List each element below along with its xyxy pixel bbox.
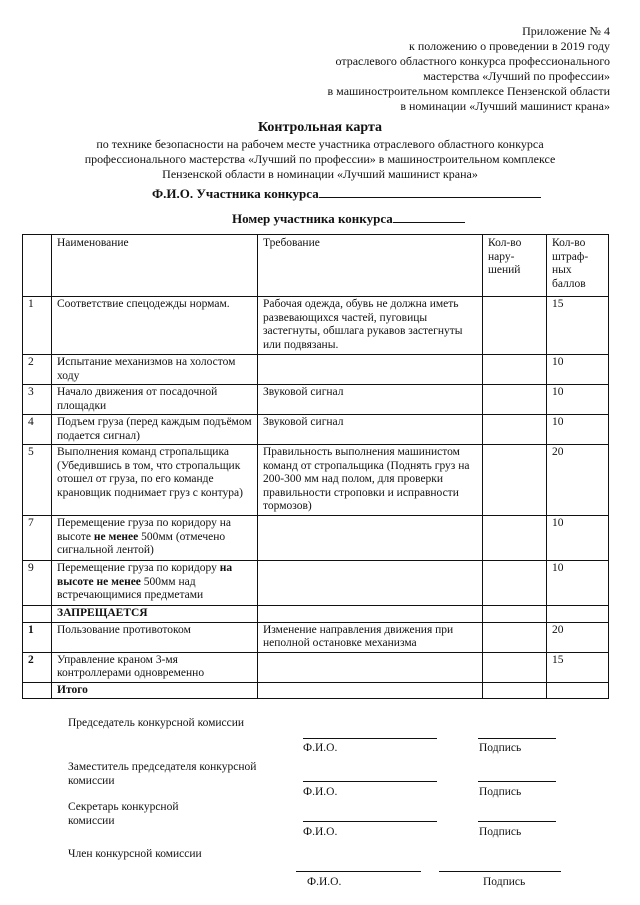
table-row	[23, 415, 609, 445]
table-row	[23, 516, 609, 561]
secretary-fio-line[interactable]	[303, 821, 437, 822]
row-penalty: 10	[547, 516, 609, 561]
row-penalty: 15	[547, 297, 609, 355]
row-name-emphasis: на высоте не менее	[57, 562, 233, 588]
row-penalty: 20	[547, 445, 609, 516]
participant-fio-blank[interactable]	[319, 186, 541, 198]
header-violations: Кол-во нару-шений	[483, 235, 547, 297]
member-label: Член конкурсной комиссии	[68, 848, 202, 860]
forbidden-empty	[258, 606, 483, 623]
row-name-text: Перемещение груза по коридору на высоте	[57, 517, 231, 543]
secretary-label-line: комиссии	[68, 815, 115, 827]
row-num: 7	[23, 516, 52, 561]
participant-fio-label: Ф.И.О. Участника конкурса	[152, 186, 319, 201]
appendix-line: мастерства «Лучший по профессии»	[423, 69, 610, 83]
row-name-text: Перемещение груза по коридору	[57, 562, 220, 574]
row-requirement: Звуковой сигнал	[258, 385, 483, 415]
secretary-signature-caption: Подпись	[479, 826, 522, 838]
member-signature-line[interactable]	[439, 871, 561, 872]
row-violations-cell[interactable]	[483, 355, 547, 385]
participant-number-label: Номер участника конкурса	[232, 211, 393, 226]
secretary-signature-line[interactable]	[478, 821, 556, 822]
control-card-table	[22, 234, 609, 699]
total-penalty-cell[interactable]	[547, 682, 609, 699]
table-row	[23, 652, 609, 682]
row-requirement: Правильность выполнения машинистом команд от стропальщика (Поднять груз на 200-300 мм над полом, для проверки правильности строповки и исправности тормозов)	[258, 445, 483, 516]
deputy-label-line: комиссии	[68, 775, 115, 787]
row-name-text: 500мм (отмечено сигнальной лентой)	[57, 530, 226, 556]
subtitle-line: профессионального мастерства «Лучший по профессии» в машиностроительном комплексе	[84, 152, 556, 166]
row-violations-cell[interactable]	[483, 516, 547, 561]
row-name: Начало движения от посадочной площадки	[52, 385, 258, 415]
row-penalty: 15	[547, 652, 609, 682]
row-requirement	[258, 652, 483, 682]
row-num: 1	[23, 622, 52, 652]
row-name-emphasis: не менее	[93, 530, 139, 543]
row-requirement: Звуковой сигнал	[258, 415, 483, 445]
row-name	[52, 561, 258, 606]
member-fio-line[interactable]	[296, 871, 421, 872]
header-name: Наименование	[52, 235, 258, 297]
row-penalty: 10	[547, 561, 609, 606]
participant-number-blank[interactable]	[393, 211, 465, 223]
row-num: 1	[23, 297, 52, 355]
table-row	[23, 622, 609, 652]
deputy-label	[68, 760, 256, 788]
row-violations-cell[interactable]	[483, 385, 547, 415]
row-name-text: 500мм над встречающимися предметами	[57, 575, 204, 601]
deputy-fio-caption: Ф.И.О.	[303, 786, 338, 798]
row-name: Пользование противотоком	[52, 622, 258, 652]
table-row	[23, 355, 609, 385]
subtitle-line: по технике безопасности на рабочем месте участника отраслевого областного конкурса	[96, 137, 544, 151]
table-row	[23, 385, 609, 415]
total-violations-cell[interactable]	[483, 682, 547, 699]
table-header-row	[23, 235, 609, 297]
participant-number-field	[232, 210, 465, 228]
row-violations-cell[interactable]	[483, 445, 547, 516]
total-num	[23, 682, 52, 699]
row-name: Испытание механизмов на холостом ходу	[52, 355, 258, 385]
subtitle-line: Пензенской области в номинации «Лучший машинист крана»	[162, 167, 478, 181]
member-fio-caption: Ф.И.О.	[307, 876, 342, 888]
deputy-fio-line[interactable]	[303, 781, 437, 782]
chair-signature-caption: Подпись	[479, 742, 522, 754]
chair-signature-line[interactable]	[478, 738, 556, 739]
member-signature-caption: Подпись	[483, 876, 526, 888]
forbidden-empty	[547, 606, 609, 623]
header-num	[23, 235, 52, 297]
appendix-line: в номинации «Лучший машинист крана»	[400, 99, 610, 113]
chair-label: Председатель конкурсной комиссии	[68, 717, 245, 729]
row-name: Управление краном 3-мя контроллерами одновременно	[52, 652, 258, 682]
header-requirement: Требование	[258, 235, 483, 297]
row-num: 3	[23, 385, 52, 415]
row-requirement	[258, 355, 483, 385]
row-requirement: Изменение направления движения при неполной остановке механизма	[258, 622, 483, 652]
row-violations-cell[interactable]	[483, 415, 547, 445]
forbidden-label: ЗАПРЕЩАЕТСЯ	[52, 606, 258, 623]
appendix-line: отраслевого областного конкурса профессионального	[335, 54, 610, 68]
row-violations-cell[interactable]	[483, 622, 547, 652]
row-requirement	[258, 561, 483, 606]
forbidden-section-row	[23, 606, 609, 623]
header-penalty: Кол-во штраф-ных баллов	[547, 235, 609, 297]
document-subtitle	[0, 137, 640, 182]
row-penalty: 10	[547, 415, 609, 445]
row-num: 5	[23, 445, 52, 516]
appendix-line: к положению о проведении в 2019 году	[409, 39, 610, 53]
chair-fio-caption: Ф.И.О.	[303, 742, 338, 754]
row-name: Соответствие спецодежды нормам.	[52, 297, 258, 355]
row-penalty: 20	[547, 622, 609, 652]
row-violations-cell[interactable]	[483, 652, 547, 682]
table-row	[23, 445, 609, 516]
total-row	[23, 682, 609, 699]
row-violations-cell[interactable]	[483, 297, 547, 355]
table-row	[23, 297, 609, 355]
row-num: 2	[23, 355, 52, 385]
total-label: Итого	[52, 682, 258, 699]
participant-fio-field	[152, 185, 541, 203]
row-penalty: 10	[547, 355, 609, 385]
secretary-label	[68, 800, 179, 828]
row-name	[52, 516, 258, 561]
row-num: 9	[23, 561, 52, 606]
row-penalty: 10	[547, 385, 609, 415]
row-name: Выполнения команд стропальщика (Убедившись в том, что стропальщик отошел от груза, по его команде крановщик поднимает груз с контура)	[52, 445, 258, 516]
forbidden-num	[23, 606, 52, 623]
row-violations-cell[interactable]	[483, 561, 547, 606]
row-name: Подъем груза (перед каждым подъёмом подается сигнал)	[52, 415, 258, 445]
deputy-signature-line[interactable]	[478, 781, 556, 782]
chair-fio-line[interactable]	[303, 738, 437, 739]
row-num: 2	[23, 652, 52, 682]
row-requirement: Рабочая одежда, обувь не должна иметь развевающихся частей, пуговицы застегнуты, обшлага рукавов застегнуты или подвязаны.	[258, 297, 483, 355]
forbidden-empty	[483, 606, 547, 623]
total-empty	[258, 682, 483, 699]
row-num: 4	[23, 415, 52, 445]
deputy-signature-caption: Подпись	[479, 786, 522, 798]
row-requirement	[258, 516, 483, 561]
table-row	[23, 561, 609, 606]
document-title: Контрольная карта	[257, 120, 383, 135]
appendix-line: Приложение № 4	[522, 24, 610, 38]
secretary-label-line: Секретарь конкурсной	[68, 801, 179, 813]
appendix-header	[328, 24, 610, 114]
secretary-fio-caption: Ф.И.О.	[303, 826, 338, 838]
appendix-line: в машиностроительном комплексе Пензенской области	[327, 84, 610, 98]
deputy-label-line: Заместитель председателя конкурсной	[68, 761, 257, 773]
